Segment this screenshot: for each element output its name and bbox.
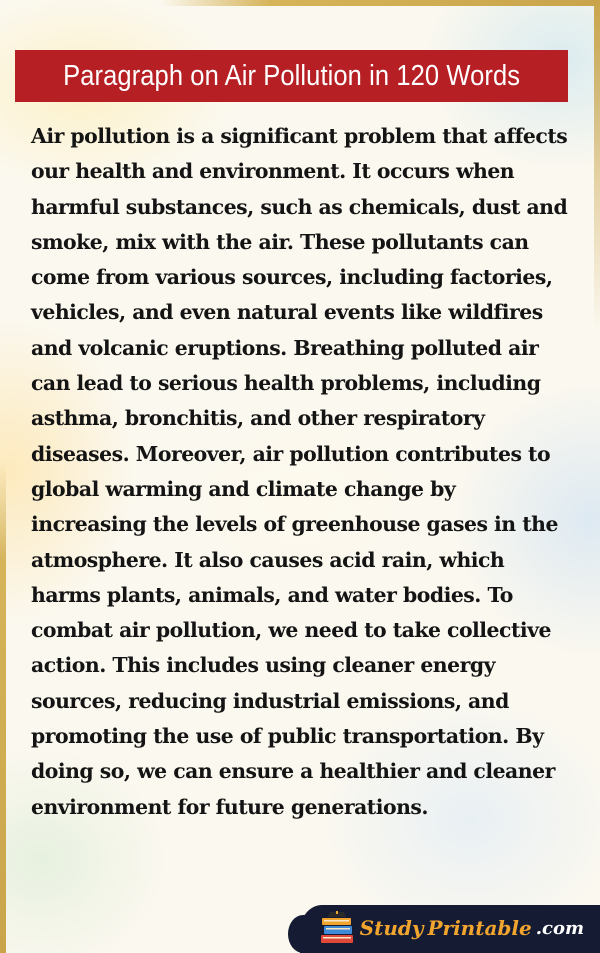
gold-border-right xyxy=(594,0,600,330)
gold-border-top xyxy=(160,0,600,6)
paragraph-text: Air pollution is a significant problem that affects our health and environment. It occurs when harmful substances, such as chemicals, dust and smoke, mix with the air. These pollutants can come from various sources, including factories, vehicles, and even natural events like wildfires and volcanic eruptions. Breathing polluted air can lead to serious health problems, including asthma, bronchitis, and other respiratory diseases. Moreover, air pollution contributes to global warming and climate change by increasing the levels of greenhouse gases in the atmosphere. It also causes acid rain, which harms plants, animals, and water bodies. To combat air pollution, we need to take collective action. This includes using cleaner energy sources, reducing industrial emissions, and promoting the use of public transportation. By doing so, we can ensure a healthier and cleaner environment for future generations. xyxy=(31,124,568,819)
studyprintable-logo xyxy=(318,911,584,945)
logo-dotcom-text: .com xyxy=(535,917,584,939)
logo-printable-text: Printable xyxy=(427,916,532,940)
books-icon xyxy=(318,911,356,945)
gold-border-left xyxy=(0,462,6,953)
page-title: Paragraph on Air Pollution in 120 Words xyxy=(63,59,520,92)
title-banner xyxy=(15,50,568,102)
logo-study-text: Study xyxy=(359,916,424,940)
